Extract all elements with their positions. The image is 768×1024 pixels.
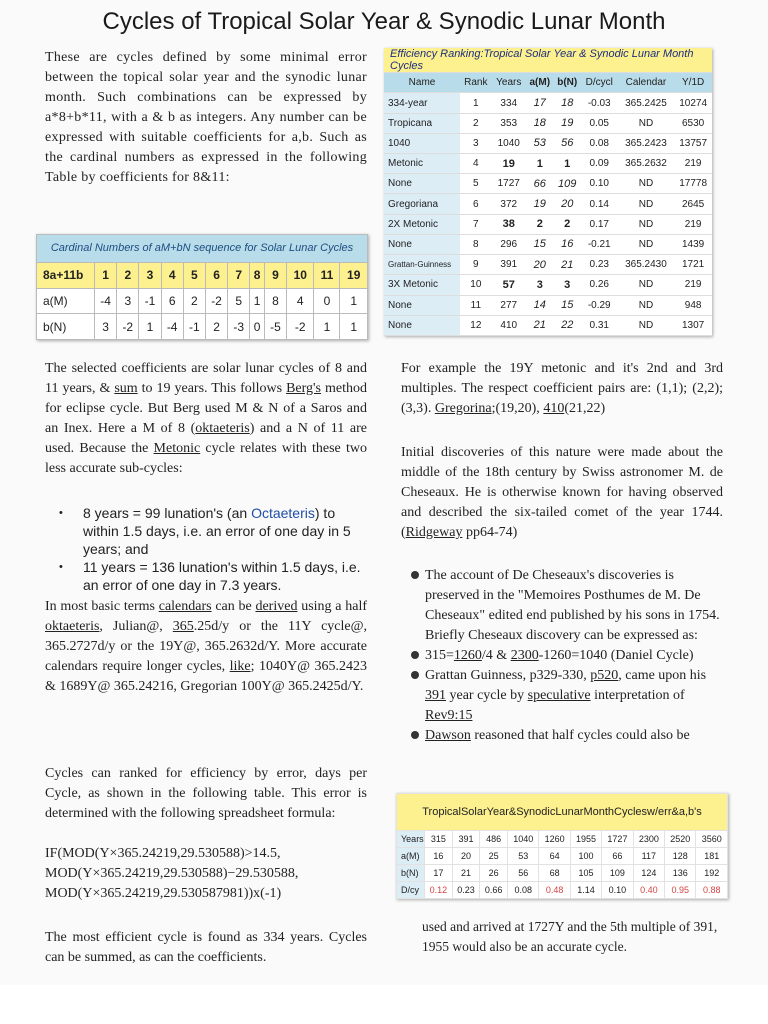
table-cell: None: [384, 295, 460, 315]
table-cell: 56: [508, 865, 539, 882]
metonic-multiples-paragraph: [401, 359, 723, 419]
table-cell: 66: [602, 848, 633, 865]
table-cell: 21: [452, 865, 480, 882]
selected-coefficients-paragraph: [45, 359, 367, 479]
formula-line: IF(MOD(Y×365.24219,29.530588)>14.5,: [45, 846, 281, 861]
table-cell: 365.2632: [618, 154, 675, 174]
sum-link[interactable]: sum: [114, 381, 138, 396]
table-cell: Years: [492, 73, 526, 93]
table-cell: ND: [618, 295, 675, 315]
table-cell: 64: [539, 848, 570, 865]
table-row: [384, 133, 712, 153]
table-cell: -1: [139, 288, 161, 314]
table-cell: 3: [139, 262, 161, 288]
text-span: (21,22): [564, 401, 606, 416]
table-cell: 365.2423: [618, 133, 675, 153]
most-efficient-paragraph: The most efficient cycle is found as 334 years. Cycles can be summed, as can the coefficients.: [45, 930, 367, 965]
table-cell: 2: [117, 262, 139, 288]
table-cell: 4: [460, 154, 492, 174]
table-cell: 15: [554, 295, 581, 315]
text-span: 11 years = 136 lunation's within 1.5 days, i.e. an error of one day in 7.3 years.: [83, 559, 361, 593]
table-cell: b(N): [397, 865, 425, 882]
table-row: [397, 865, 728, 882]
table-cell: 3: [526, 275, 554, 295]
derived-link[interactable]: derived: [255, 599, 298, 614]
like-link[interactable]: like: [229, 659, 251, 674]
table-cell: -4: [161, 314, 183, 340]
text-span: ) to within 1.5 days, i.e. an error of one day in 5 years; and: [83, 505, 351, 557]
table-cell: 1.14: [570, 882, 601, 899]
table-cell: 219: [674, 275, 712, 295]
table-cell: 56: [554, 133, 581, 153]
text-span: year cycle by: [446, 688, 528, 703]
table-cell: 117: [633, 848, 664, 865]
table-cell: ND: [618, 234, 675, 254]
table-cell: b(N): [554, 73, 581, 93]
table-cell: b(N): [37, 314, 95, 340]
table-cell: 365.2430: [618, 255, 675, 275]
table-cell: 0: [314, 288, 340, 314]
table-cell: 18: [554, 93, 581, 113]
table-cell: 0.09: [581, 154, 618, 174]
text-span: , came upon his: [618, 668, 707, 683]
p520-link[interactable]: p520: [590, 668, 619, 683]
table-row: [37, 314, 368, 340]
table-cell: 2: [183, 288, 205, 314]
table-cell: Calendar: [618, 73, 675, 93]
table-cell: 10: [460, 275, 492, 295]
oktaeteris-link[interactable]: oktaeteris: [195, 421, 250, 436]
table-cell: 334: [492, 93, 526, 113]
table-cell: 16: [425, 848, 453, 865]
text-span: /4 &: [481, 648, 511, 663]
list-item: [401, 646, 723, 666]
table-cell: 1: [340, 288, 368, 314]
table-cell: 21: [526, 315, 554, 335]
table-cell: -5: [264, 314, 286, 340]
table-cell: 0.48: [539, 882, 570, 899]
table-cell: 391: [492, 255, 526, 275]
table-cell: 109: [602, 865, 633, 882]
table-cell: 7: [460, 214, 492, 234]
table-cell: -0.21: [581, 234, 618, 254]
table-cell: 0.40: [633, 882, 664, 899]
table-cell: 0.14: [581, 194, 618, 214]
text-span: The account of De Cheseaux's discoveries is preserved in the "Memoires Posthumes de M. De Cheseaux" edited end published by his sons in 1754. Briefly Cheseaux discovery can be expressed as:: [425, 568, 720, 643]
table-cell: 20: [526, 255, 554, 275]
table-row: [384, 295, 712, 315]
table-cell: 296: [492, 234, 526, 254]
table-cell: 6: [460, 194, 492, 214]
table-cell: 1: [460, 93, 492, 113]
table-cell: Y/1D: [674, 73, 712, 93]
table-cell: 1040: [384, 133, 460, 153]
table-cell: 277: [492, 295, 526, 315]
table-cell: 124: [633, 865, 664, 882]
table-cell: -4: [95, 288, 117, 314]
efficiency-table-caption: Efficiency Ranking:Tropical Solar Year & Synodic Lunar Month Cycles: [384, 48, 712, 73]
table-cell: 25: [480, 848, 508, 865]
table-cell: 0.26: [581, 275, 618, 295]
table-cell: 0.23: [581, 255, 618, 275]
table-row: [384, 275, 712, 295]
list-item: [401, 726, 723, 746]
table-cell: 1955: [570, 831, 601, 848]
table-row: [397, 831, 728, 848]
table-cell: 136: [665, 865, 696, 882]
table-cell: 0.66: [480, 882, 508, 899]
table-cell: 17778: [674, 174, 712, 194]
text-span: , Julian@,: [99, 619, 173, 634]
table-cell: 365.2425: [618, 93, 675, 113]
table-cell: 0.10: [602, 882, 633, 899]
table-cell: -0.03: [581, 93, 618, 113]
table-cell: 8: [264, 288, 286, 314]
table-cell: 391: [452, 831, 480, 848]
calendars-link[interactable]: calendars: [158, 599, 212, 614]
table-cell: 1: [250, 288, 265, 314]
bergs-link[interactable]: Berg's: [286, 381, 322, 396]
table-cell: a(M): [37, 288, 95, 314]
table-cell: -3: [228, 314, 250, 340]
table-cell: Grattan-Guinness: [384, 255, 460, 275]
text-span: method for eclipse cycle. But Berg used M & N of a Saros and an Inex. Here a M of 8 (: [45, 381, 367, 436]
table-cell: D/cy: [397, 882, 425, 899]
table-cell: 1721: [674, 255, 712, 275]
table-cell: 13757: [674, 133, 712, 153]
text-span: -1260=1040 (Daniel Cycle): [538, 648, 694, 663]
table-cell: 18: [526, 113, 554, 133]
table-cell: 3: [554, 275, 581, 295]
table-cell: D/cycl: [581, 73, 618, 93]
table-cell: 6: [205, 262, 227, 288]
table-cell: 66: [526, 174, 554, 194]
table-row: [384, 174, 712, 194]
error-table-body: [397, 831, 728, 899]
rev9-15-link[interactable]: Rev9:15: [425, 708, 473, 723]
table-cell: 6530: [674, 113, 712, 133]
table-cell: 219: [674, 154, 712, 174]
table-cell: 53: [526, 133, 554, 153]
text-span: to 19 years. This follows: [137, 381, 287, 396]
table-cell: 2: [460, 113, 492, 133]
table-cell: 3560: [696, 831, 728, 848]
table-cell: 5: [228, 288, 250, 314]
efficiency-header-row: [384, 73, 712, 93]
table-cell: 19: [526, 194, 554, 214]
table-cell: 100: [570, 848, 601, 865]
table-cell: 8: [460, 234, 492, 254]
text-span: ; 1040Y@ 365.2423 & 1689Y@ 365.24216, Gregorian 100Y@ 365.2425d/Y.: [45, 659, 367, 694]
efficiency-table-body: [384, 93, 712, 336]
table-cell: 17: [425, 865, 453, 882]
table-cell: 4: [161, 262, 183, 288]
table-cell: Gregoriana: [384, 194, 460, 214]
table-cell: 9: [264, 262, 286, 288]
cardinal-header-row: [37, 262, 368, 288]
discovery-bullet-list: [401, 566, 723, 746]
table-cell: 0.23: [452, 882, 480, 899]
table-cell: 410: [492, 315, 526, 335]
table-row: [384, 315, 712, 335]
dawson-link[interactable]: Dawson: [425, 728, 471, 743]
octaeteris-link[interactable]: Octaeteris: [251, 505, 315, 521]
table-cell: 334-year: [384, 93, 460, 113]
table-cell: 17: [526, 93, 554, 113]
gregorina-link[interactable]: Gregorina: [434, 401, 492, 416]
text-span: pp64-74): [462, 525, 518, 540]
table-cell: 1: [554, 154, 581, 174]
text-span: Grattan Guinness, p329-330,: [425, 668, 591, 683]
speculative-link[interactable]: speculative: [527, 688, 591, 703]
table-cell: 109: [554, 174, 581, 194]
table-cell: 0.10: [581, 174, 618, 194]
text-span: reasoned that half cycles could also be: [470, 728, 690, 743]
table-row: [384, 214, 712, 234]
link-410[interactable]: 410: [543, 401, 565, 416]
table-cell: -2: [117, 314, 139, 340]
text-span: ) and a N of 11 are used. Because the: [45, 421, 367, 456]
link-391[interactable]: 391: [425, 688, 446, 703]
table-cell: 0.08: [581, 133, 618, 153]
table-cell: 2300: [633, 831, 664, 848]
table-row: [384, 93, 712, 113]
table-cell: 486: [480, 831, 508, 848]
table-cell: 1: [314, 314, 340, 340]
table-cell: 1260: [539, 831, 570, 848]
table-cell: 68: [539, 865, 570, 882]
table-cell: 0.31: [581, 315, 618, 335]
table-cell: 7: [228, 262, 250, 288]
table-cell: Metonic: [384, 154, 460, 174]
list-item: [45, 558, 367, 594]
table-cell: 8a+11b: [37, 262, 95, 288]
table-cell: 38: [492, 214, 526, 234]
text-span: 8 years = 99 lunation's (an: [83, 505, 252, 521]
text-span: 315=: [425, 648, 454, 663]
table-cell: Tropicana: [384, 113, 460, 133]
table-cell: 1040: [492, 133, 526, 153]
table-cell: 53: [508, 848, 539, 865]
table-cell: 0.88: [696, 882, 728, 899]
text-span: For example the 19Y metonic and it's 2nd and 3rd multiples. The respect coefficient pairs are: (1,1); (2,2); (3,3).: [401, 361, 723, 416]
table-cell: 3: [460, 133, 492, 153]
link-365[interactable]: 365: [172, 619, 194, 634]
table-cell: 1040: [508, 831, 539, 848]
error-table-caption: TropicalSolarYear&SynodicLunarMonthCyclesw/err&a,b's: [397, 794, 728, 831]
text-span: can be: [211, 599, 256, 614]
error-cycles-table: [396, 793, 728, 899]
table-cell: 3: [117, 288, 139, 314]
table-cell: Rank: [460, 73, 492, 93]
table-cell: 105: [570, 865, 601, 882]
table-cell: 1: [95, 262, 117, 288]
table-cell: 0.05: [581, 113, 618, 133]
text-span: using a half: [297, 599, 367, 614]
table-cell: ND: [618, 113, 675, 133]
table-cell: -2: [205, 288, 227, 314]
cardinal-table-caption: Cardinal Numbers of aM+bN sequence for Solar Lunar Cycles: [37, 235, 368, 263]
table-row: [397, 848, 728, 865]
calendars-paragraph: [45, 597, 367, 697]
table-cell: 219: [674, 214, 712, 234]
ridgeway-link[interactable]: Ridgeway: [405, 525, 463, 540]
table-cell: ND: [618, 194, 675, 214]
table-cell: 2: [526, 214, 554, 234]
table-cell: 0.08: [508, 882, 539, 899]
table-cell: ND: [618, 275, 675, 295]
table-cell: None: [384, 234, 460, 254]
table-cell: 1307: [674, 315, 712, 335]
table-cell: None: [384, 315, 460, 335]
table-row: [397, 882, 728, 899]
table-cell: 15: [526, 234, 554, 254]
table-row: [384, 194, 712, 214]
table-cell: 10: [287, 262, 314, 288]
spreadsheet-formula: [45, 844, 367, 904]
page-title: Cycles of Tropical Solar Year & Synodic Lunar Month: [102, 8, 666, 35]
list-item: [401, 566, 723, 646]
table-cell: 22: [554, 315, 581, 335]
table-cell: 9: [460, 255, 492, 275]
table-cell: 948: [674, 295, 712, 315]
table-cell: 0.95: [665, 882, 696, 899]
table-row: [384, 234, 712, 254]
table-cell: 2X Metonic: [384, 214, 460, 234]
table-cell: a(M): [397, 848, 425, 865]
table-cell: 3: [95, 314, 117, 340]
table-cell: 2645: [674, 194, 712, 214]
table-cell: 0.12: [425, 882, 453, 899]
accurate-cycle-paragraph: used and arrived at 1727Y and the 5th multiple of 391, 1955 would also be an accurate cycle.: [422, 919, 718, 954]
table-cell: 10274: [674, 93, 712, 113]
table-row: [384, 113, 712, 133]
table-cell: 1439: [674, 234, 712, 254]
table-cell: 8: [250, 262, 265, 288]
table-cell: None: [384, 174, 460, 194]
table-row: [384, 255, 712, 275]
table-cell: 20: [452, 848, 480, 865]
table-cell: 21: [554, 255, 581, 275]
table-cell: 5: [183, 262, 205, 288]
table-cell: 14: [526, 295, 554, 315]
table-cell: 19: [554, 113, 581, 133]
table-cell: 1727: [492, 174, 526, 194]
text-span: interpretation of: [590, 688, 685, 703]
table-cell: 6: [161, 288, 183, 314]
efficiency-paragraph: Cycles can ranked for efficiency by error, days per Cycle, as shown in the following table. This error is determined with the following spreadsheet formula:: [45, 766, 367, 821]
discoveries-paragraph: [401, 443, 723, 543]
cardinal-numbers-table: [36, 234, 368, 340]
oktaeteris-link[interactable]: oktaeteris: [45, 619, 100, 634]
table-cell: -1: [183, 314, 205, 340]
table-cell: 192: [696, 865, 728, 882]
table-cell: 19: [340, 262, 368, 288]
table-cell: 353: [492, 113, 526, 133]
table-cell: 5: [460, 174, 492, 194]
link-1260[interactable]: 1260: [453, 648, 482, 663]
formula-line: MOD(Y×365.24219,29.530587981))x(-1): [45, 886, 282, 901]
table-cell: 181: [696, 848, 728, 865]
table-cell: 1: [526, 154, 554, 174]
text-span: .25d/y or the 11Y cycle@, 365.2727d/y or the 19Y@, 365.2632d/Y. More accurate calendars require longer cycles,: [45, 619, 367, 674]
table-cell: Name: [384, 73, 460, 93]
text-span: cycle relates with these two less accurate sub-cycles:: [45, 441, 367, 476]
table-cell: 3X Metonic: [384, 275, 460, 295]
table-cell: -0.29: [581, 295, 618, 315]
table-cell: 1727: [602, 831, 633, 848]
table-cell: 372: [492, 194, 526, 214]
table-cell: 20: [554, 194, 581, 214]
cycle-bullet-list: [45, 504, 367, 594]
table-row: [37, 288, 368, 314]
table-cell: ND: [618, 214, 675, 234]
table-cell: 11: [314, 262, 340, 288]
link-2300[interactable]: 2300: [510, 648, 539, 663]
table-cell: 128: [665, 848, 696, 865]
intro-paragraph: These are cycles defined by some minimal error between the topical solar year and the synodic lunar month. Such combinations can be expressed by a*8+b*11, with a & b as integers. Any number can be expressed with suitable coefficients for a,b. Such as the cardinal numbers as expressed in the following Table by coefficients for 8&11:: [45, 50, 367, 185]
table-cell: 26: [480, 865, 508, 882]
list-item: [45, 504, 367, 558]
table-cell: 0.17: [581, 214, 618, 234]
table-cell: 1: [139, 314, 161, 340]
table-cell: 4: [287, 288, 314, 314]
table-cell: 1: [340, 314, 368, 340]
formula-line: MOD(Y×365.24219,29.530588)−29.530588,: [45, 866, 299, 881]
table-cell: 19: [492, 154, 526, 174]
list-item: [401, 666, 723, 726]
table-cell: 11: [460, 295, 492, 315]
table-row: [384, 154, 712, 174]
text-span: In most basic terms: [45, 599, 159, 614]
table-cell: 2520: [665, 831, 696, 848]
metonic-link[interactable]: Metonic: [153, 441, 201, 456]
table-cell: 2: [554, 214, 581, 234]
table-cell: a(M): [526, 73, 554, 93]
text-span: Initial discoveries of this nature were made about the middle of the 18th century by Swiss astronomer M. de Cheseaux. He is otherwise known for having observed and described the six-tailed comet of the year 1744. (: [401, 445, 723, 540]
table-cell: -2: [287, 314, 314, 340]
efficiency-ranking-table: [384, 48, 712, 336]
table-cell: 57: [492, 275, 526, 295]
table-cell: Years: [397, 831, 425, 848]
text-span: The selected coefficients are solar lunar cycles of 8 and 11 years, &: [45, 361, 367, 396]
table-cell: 16: [554, 234, 581, 254]
table-cell: ND: [618, 174, 675, 194]
table-cell: ND: [618, 315, 675, 335]
table-cell: 2: [205, 314, 227, 340]
table-cell: 315: [425, 831, 453, 848]
table-cell: 12: [460, 315, 492, 335]
text-span: ;(19,20),: [491, 401, 544, 416]
table-cell: 0: [250, 314, 265, 340]
